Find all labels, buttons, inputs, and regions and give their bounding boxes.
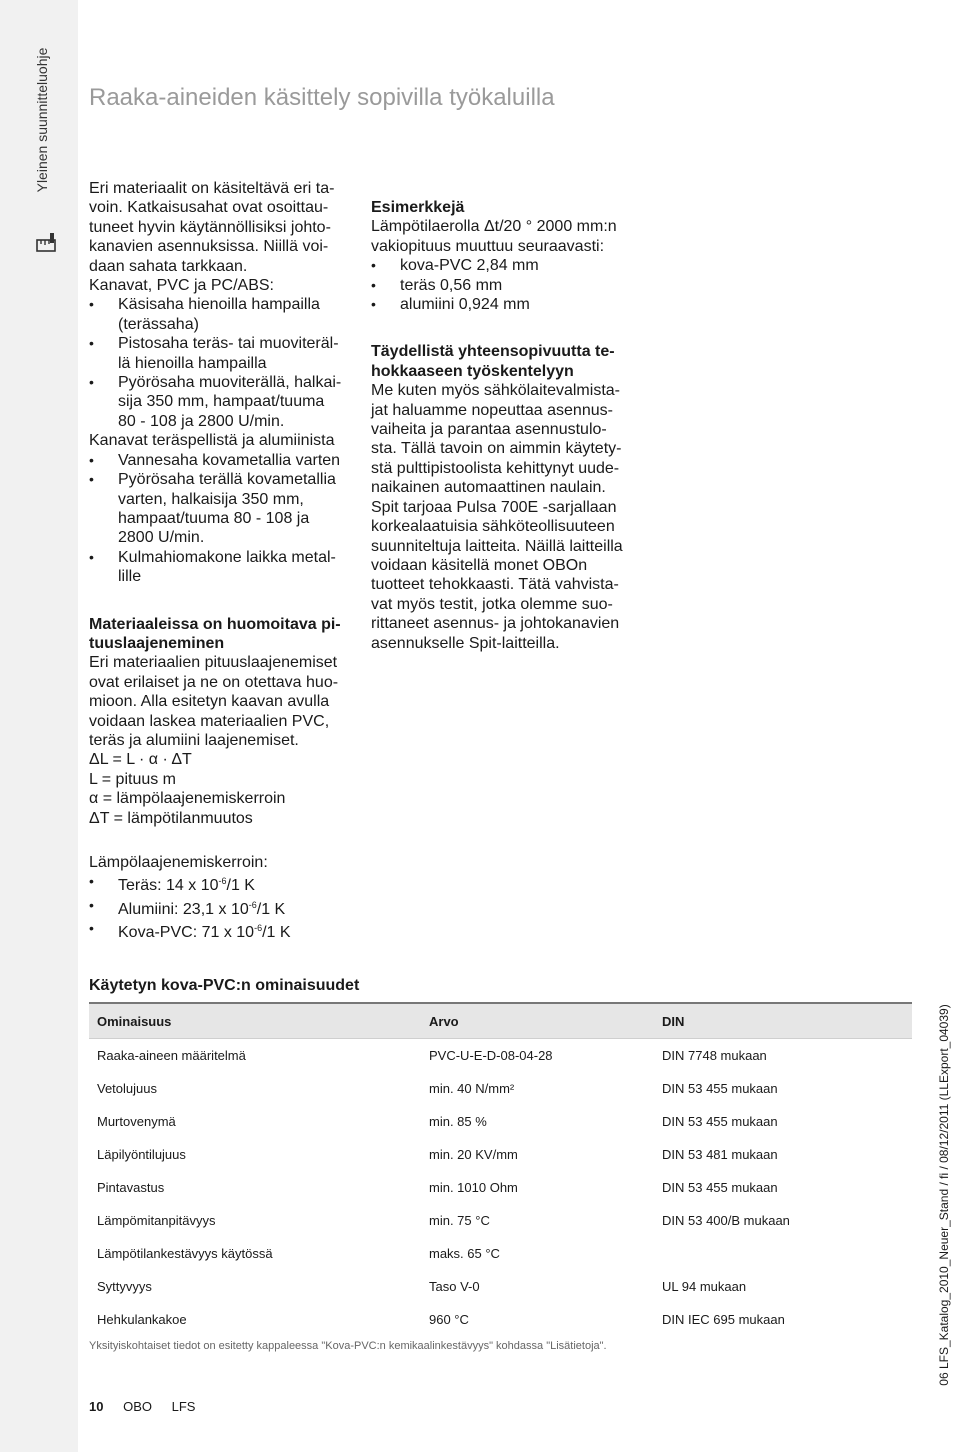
table-row <box>89 1303 912 1336</box>
list-item-line: hampaat/tuuma 80 - 108 ja <box>118 509 310 527</box>
steel-aluminium-lead: Kanavat teräspellistä ja alumiinista <box>89 432 335 450</box>
body-line: Eri materiaalien pituuslaajenemiset <box>89 654 338 672</box>
compatibility-text <box>371 381 630 653</box>
intro-line: Eri materiaalit on käsiteltävä eri ta- <box>89 180 335 197</box>
table-cell: UL 94 mukaan <box>662 1279 747 1294</box>
list-item-line: 2800 U/min. <box>118 529 205 547</box>
table-cell: Lämpömitanpitävyys <box>97 1213 216 1228</box>
table-footnote: Yksityiskohtaiset tiedot on esitetty kappaleessa "Kova-PVC:n kemikaalinkestävyys" kohdassa "Lisätietoja". <box>89 1340 607 1352</box>
table-cell: DIN 53 455 mukaan <box>662 1114 778 1129</box>
table-cell: Raaka-aineen määritelmä <box>97 1048 246 1063</box>
list-item <box>89 334 349 373</box>
examples-line: Lämpötilaerolla Δt/20 ° 2000 mm:n <box>371 218 617 236</box>
page-footer <box>89 1399 211 1414</box>
heading-line: Täydellistä yhteensopivuutta te- <box>371 343 615 361</box>
examples-list <box>371 256 630 314</box>
body-line: tuotteet tehokkaasti. Tätä vahvista- <box>371 576 619 594</box>
page-number: 10 <box>89 1399 104 1414</box>
list-item <box>89 373 349 431</box>
page-title: Raaka-aineiden käsittely sopivilla työkaluilla <box>89 84 555 111</box>
coefficient-label: Lämpölaajenemiskerroin: <box>89 854 268 871</box>
saw-list-metal <box>89 451 349 587</box>
body-line: jat haluamme nopeuttaa asennus- <box>371 401 613 419</box>
body-line: Spit tarjoaa Pulsa 700E -sarjallaan <box>371 498 617 516</box>
intro-text <box>89 179 349 295</box>
formula-block <box>89 750 349 828</box>
section-label: Yleinen suunnitteluohje <box>34 47 50 193</box>
table-header-cell: DIN <box>654 1003 912 1039</box>
body-line: sta. Tällä tavoin on aimmin käytety- <box>371 440 622 458</box>
table-cell: Pintavastus <box>97 1180 165 1195</box>
table-title: Käytetyn kova-PVC:n ominaisuudet <box>89 977 360 994</box>
list-item-line: • Pistosaha teräs- tai muoviteräl- <box>118 335 339 353</box>
ruler-level-icon <box>36 232 56 252</box>
table-cell: DIN IEC 695 mukaan <box>662 1312 785 1327</box>
table-cell <box>654 1237 912 1270</box>
examples-heading: Esimerkkejä <box>371 199 465 216</box>
side-reference: 06 LFS_Katalog_2010_Neuer_Stand / fi / 08/12/2011 (LLExport_04039) <box>937 1004 951 1386</box>
table-cell: min. 85 % <box>429 1114 487 1129</box>
table-cell: Läpilyöntilujuus <box>97 1147 186 1162</box>
table-cell: Hehkulankakoe <box>97 1312 187 1327</box>
coefficient-item: • Teräs: 14 x $10^{-6}/1$ K <box>89 872 489 895</box>
table-cell: DIN 53 400/B mukaan <box>662 1213 790 1228</box>
table-row <box>89 1039 912 1073</box>
table-cell: 960 °C <box>429 1312 469 1327</box>
heading-line: tuuslaajeneminen <box>89 634 225 652</box>
table-cell: Syttyvyys <box>97 1279 152 1294</box>
body-line: mioon. Alla esitetyn kaavan avulla <box>89 693 330 711</box>
list-item-line: sija 350 mm, hampaat/tuuma <box>118 393 325 411</box>
body-line: voidaan käsitellä monet OBOn <box>371 556 588 574</box>
right-column <box>371 198 630 653</box>
body-line: vaiheita ja parantaa asennustulo- <box>371 421 607 439</box>
list-item-line: • Pyörösaha muoviterällä, halkai- <box>118 374 342 392</box>
table-header-row <box>89 1003 912 1039</box>
list-item-line: • Käsisaha hienoilla hampailla <box>118 296 320 314</box>
formula-line: α = lämpölaajenemiskerroin <box>89 790 286 808</box>
table-row <box>89 1204 912 1237</box>
properties-table <box>89 1002 912 1336</box>
list-item <box>89 470 349 548</box>
intro-line: Kanavat, PVC ja PC/ABS: <box>89 277 274 295</box>
list-item-line: (terässaha) <box>118 315 199 333</box>
body-line: suunniteltuja laitteita. Näillä laitteilla <box>371 537 623 555</box>
table-row <box>89 1270 912 1303</box>
footer-brand: OBO <box>123 1399 152 1414</box>
table-cell: min. 1010 Ohm <box>429 1180 518 1195</box>
expansion-heading <box>89 615 349 654</box>
list-item-line: • Vannesaha kovametallia varten <box>118 451 341 469</box>
list-item: • kova-PVC 2,84 mm <box>371 256 630 275</box>
body-line: vat myös testit, jotka olemme suo- <box>371 595 613 613</box>
table-cell: DIN 7748 mukaan <box>662 1048 767 1063</box>
table-row <box>89 1105 912 1138</box>
intro-line: voin. Katkaisusahat ovat osoittau- <box>89 199 329 217</box>
examples-text <box>371 217 630 256</box>
table-cell: DIN 53 481 mukaan <box>662 1147 778 1162</box>
table-header-cell: Ominaisuus <box>89 1003 421 1039</box>
list-item <box>89 548 349 587</box>
coefficient-item: • Alumiini: 23,1 x $10^{-6}/1$ K <box>89 896 489 919</box>
table-cell: Taso V-0 <box>429 1279 480 1294</box>
table-cell: min. 40 N/mm² <box>429 1081 515 1096</box>
body-line: Me kuten myös sähkölaitevalmista- <box>371 382 620 400</box>
formula-line: ΔL = L · α · ΔT <box>89 751 192 769</box>
list-item-line: • Kulmahiomakone laikka metal- <box>118 548 336 566</box>
list-item-line: • Pyörösaha terällä kovametallia <box>118 471 336 489</box>
list-item: • teräs 0,56 mm <box>371 276 630 295</box>
table-row <box>89 1171 912 1204</box>
left-column <box>89 179 349 828</box>
table-cell: Lämpötilankestävyys käytössä <box>97 1246 273 1261</box>
body-line: ovat erilaiset ja ne on otettava huo- <box>89 673 339 691</box>
table-cell: Vetolujuus <box>97 1081 157 1096</box>
body-line: naikainen automaattinen naulain. <box>371 479 606 497</box>
body-line: teräs ja alumiini laajenemiset. <box>89 731 299 749</box>
list-item-line: 80 - 108 ja 2800 U/min. <box>118 412 285 430</box>
body-line: asennukselle Spit-laitteilla. <box>371 634 560 652</box>
list-item <box>89 451 349 470</box>
body-line: korkealaatuisia sähköteollisuuteen <box>371 518 615 536</box>
table-cell: DIN 53 455 mukaan <box>662 1180 778 1195</box>
table-cell: min. 75 °C <box>429 1213 490 1228</box>
table-row <box>89 1237 912 1270</box>
heading-line: Materiaaleissa on huomoitava pi- <box>89 615 341 633</box>
intro-line: daan sahata tarkkaan. <box>89 257 248 275</box>
body-line: rittaneet asennus- ja johtokanavien <box>371 615 620 633</box>
table-cell: Murtovenymä <box>97 1114 176 1129</box>
expansion-text <box>89 653 349 750</box>
list-item-line: lille <box>118 568 142 586</box>
formula-line: L = pituus m <box>89 770 177 788</box>
list-item: • alumiini 0,924 mm <box>371 295 630 314</box>
heading-line: hokkaaseen työskentelyyn <box>371 362 574 380</box>
footer-product: LFS <box>171 1399 196 1414</box>
list-item-line: lä hienoilla hampailla <box>118 354 267 372</box>
sidebar <box>0 0 78 1452</box>
table-header-cell: Arvo <box>421 1003 654 1039</box>
coefficient-list <box>89 872 489 942</box>
body-line: voidaan laskea materiaalien PVC, <box>89 712 330 730</box>
list-item <box>89 295 349 334</box>
table-row <box>89 1072 912 1105</box>
list-item-line: varten, halkaisija 350 mm, <box>118 490 304 508</box>
formula-line: ΔT = lämpötilanmuutos <box>89 809 253 827</box>
compatibility-heading <box>371 342 630 381</box>
table-row <box>89 1138 912 1171</box>
intro-line: kanavien asennuksissa. Niillä voi- <box>89 238 329 256</box>
examples-line: vakiopituus muuttuu seuraavasti: <box>371 237 605 255</box>
table-cell: PVC-U-E-D-08-04-28 <box>429 1048 553 1063</box>
table-cell: min. 20 KV/mm <box>429 1147 518 1162</box>
intro-line: tuneet hyvin käytännöllisiksi johto- <box>89 218 331 236</box>
saw-list-plastic <box>89 295 349 431</box>
coefficient-item: • Kova-PVC: 71 x $10^{-6}/1$ K <box>89 919 489 942</box>
table-cell: DIN 53 455 mukaan <box>662 1081 778 1096</box>
body-line: stä pulttipistoolista kehittynyt uude- <box>371 459 620 477</box>
coefficient-block <box>89 853 489 943</box>
table-cell: maks. 65 °C <box>429 1246 500 1261</box>
